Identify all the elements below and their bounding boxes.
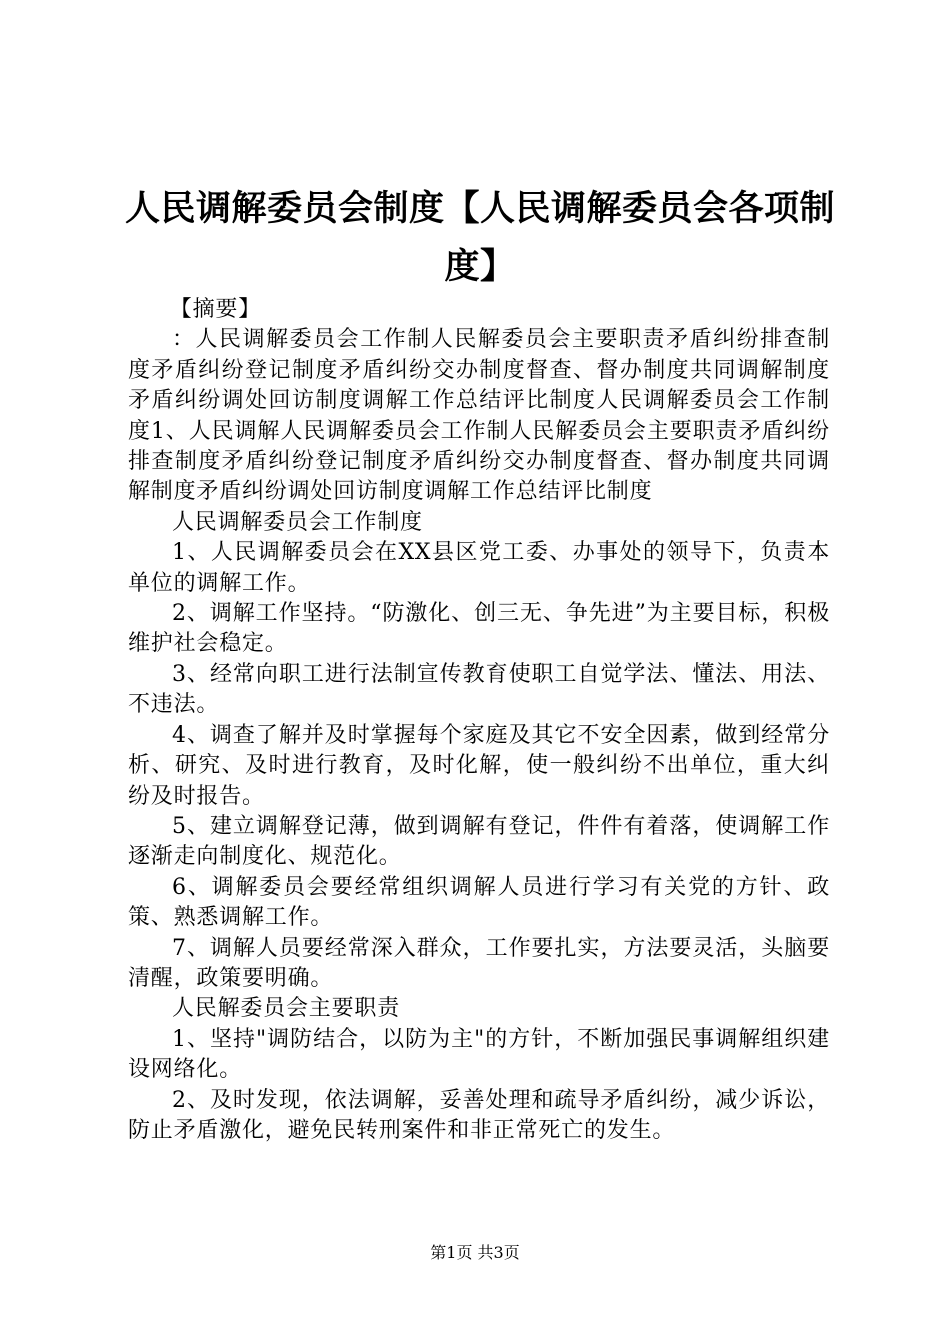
abstract-text: ：人民调解委员会工作制人民解委员会主要职责矛盾纠纷排查制度矛盾纠纷登记制度矛盾纠纷交办制度督查、督办制度共同调解制度矛盾纠纷调处回访制度调解工作总结评比制度人民调解委员会工作制度1、人民调解人民调解委员会工作制人民解委员会主要职责矛盾纠纷排查制度矛盾纠纷登记制度矛盾纠纷交办制度督查、督办制度共同调解制度矛盾纠纷调处回访制度调解工作总结评比制度 [128, 327, 830, 505]
work-system-item-1: 1、人民调解委员会在XX县区党工委、办事处的领导下，负责本单位的调解工作。 [128, 540, 830, 596]
work-system-item-6: 6、调解委员会要经常组织调解人员进行学习有关党的方针、政策、熟悉调解工作。 [128, 874, 830, 931]
document-body [128, 295, 830, 1146]
work-system-item-5: 5、建立调解登记薄，做到调解有登记，件件有着落，使调解工作逐渐走向制度化、规范化。 [128, 813, 830, 870]
work-system-item-2: 2、调解工作坚持。“防激化、创三无、争先进”为主要目标，积极维护社会稳定。 [128, 601, 830, 657]
section-heading-work-system: 人民调解委员会工作制度 [172, 509, 423, 535]
document-title: 人民调解委员会制度【人民调解委员会各项制度】 [124, 189, 835, 287]
abstract-label: 【摘要】 [169, 297, 261, 322]
main-duties-item-1: 1、坚持"调防结合，以防为主"的方针，不断加强民事调解组织建设网络化。 [128, 1026, 830, 1083]
main-duties-item-2: 2、及时发现，依法调解，妥善处理和疏导矛盾纠纷，减少诉讼，防止矛盾激化，避免民转刑案件和非正常死亡的发生。 [128, 1087, 830, 1143]
page-footer: 第1页 共3页 [430, 1243, 520, 1262]
section-heading-main-duties: 人民解委员会主要职责 [172, 996, 401, 1022]
work-system-item-4: 4、调查了解并及时掌握每个家庭及其它不安全因素，做到经常分析、研究、及时进行教育，及时化解，使一般纠纷不出单位，重大纠纷及时报告。 [128, 722, 830, 809]
work-system-item-3: 3、经常向职工进行法制宣传教育使职工自觉学法、懂法、用法、不违法。 [128, 661, 830, 718]
work-system-item-7: 7、调解人员要经常深入群众，工作要扎实，方法要灵活，头脑要清醒，政策要明确。 [128, 935, 830, 991]
